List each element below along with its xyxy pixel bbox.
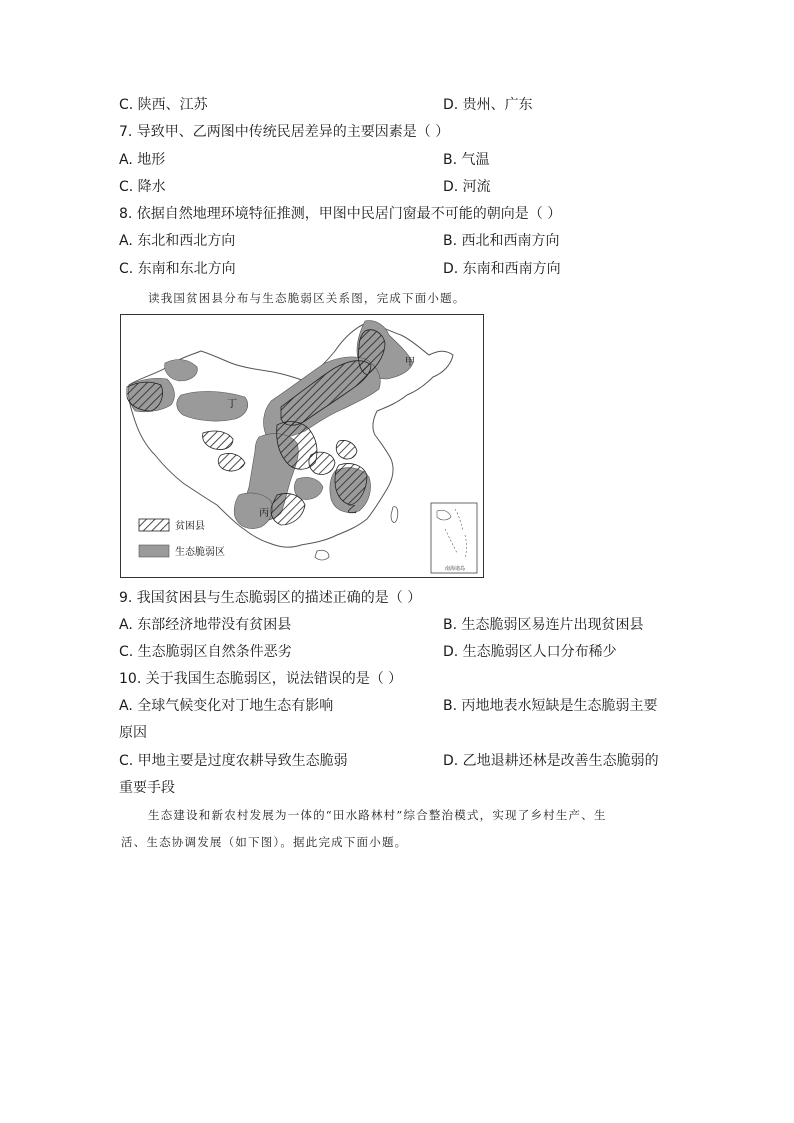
- q7-option-a: A. 地形: [119, 152, 166, 168]
- legend-poor-label: 贫困县: [175, 521, 205, 532]
- next-intro-line2: 活、生态协调发展（如下图）。据此完成下面小题。: [121, 835, 408, 849]
- q10-option-b-line1: B. 丙地地表水短缺是生态脆弱主要: [443, 698, 658, 714]
- china-map-figure: [120, 314, 484, 578]
- legend-fragile-label: 生态脆弱区: [175, 547, 225, 558]
- q8-option-c: C. 东南和东北方向: [119, 261, 236, 277]
- q10-option-d-line2: 重要手段: [119, 780, 175, 796]
- map-svg: [121, 315, 483, 577]
- label-bing: 丙: [259, 508, 269, 519]
- q10-option-c: C. 甲地主要是过度农耕导致生态脆弱: [119, 753, 348, 769]
- hainan-island: [315, 550, 329, 560]
- q6-option-c: C. 陕西、江苏: [119, 97, 208, 113]
- q7-option-b: B. 气温: [443, 152, 490, 168]
- label-jia: 甲: [405, 357, 415, 368]
- q6-option-d: D. 贵州、广东: [443, 97, 533, 113]
- legend-poor-swatch: [139, 519, 169, 531]
- q10-option-b-line2: 原因: [119, 725, 147, 741]
- q10-stem: 10. 关于我国生态脆弱区，说法错误的是（ ）: [119, 671, 403, 687]
- next-intro-line1: 生态建设和新农村发展为一体的“田水路林村”综合整治模式，实现了乡村生产、生: [148, 808, 607, 822]
- taiwan-island: [391, 507, 398, 523]
- q9-option-d: D. 生态脆弱区人口分布稀少: [443, 644, 617, 660]
- label-yi: 乙: [347, 505, 357, 516]
- label-ding: 丁: [227, 399, 237, 410]
- q9-stem: 9. 我国贫困县与生态脆弱区的描述正确的是（ ）: [119, 590, 422, 606]
- q7-option-c: C. 降水: [119, 179, 166, 195]
- q8-option-a: A. 东北和西北方向: [119, 233, 236, 249]
- legend-fragile-swatch: [139, 545, 169, 557]
- q8-stem: 8. 依据自然地理环境特征推测，甲图中民居门窗最不可能的朝向是（ ）: [119, 206, 562, 222]
- q7-option-d: D. 河流: [443, 179, 491, 195]
- q7-stem: 7. 导致甲、乙两图中传统民居差异的主要因素是（ ）: [119, 124, 450, 140]
- q8-option-d: D. 东南和西南方向: [443, 261, 561, 277]
- inset-label: 南海诸岛: [444, 566, 466, 572]
- q9-option-a: A. 东部经济地带没有贫困县: [119, 617, 292, 633]
- map-intro-text: 读我国贫困县分布与生态脆弱区关系图，完成下面小题。: [148, 291, 466, 305]
- poverty-area-qinba: [309, 452, 335, 474]
- q10-option-d-line1: D. 乙地退耕还林是改善生态脆弱的: [443, 753, 659, 769]
- fragile-zone-ding: [177, 391, 248, 421]
- q10-option-a: A. 全球气候变化对丁地生态有影响: [119, 698, 334, 714]
- q9-option-b: B. 生态脆弱区易连片出现贫困县: [443, 617, 644, 633]
- q9-option-c: C. 生态脆弱区自然条件恶劣: [119, 644, 292, 660]
- q8-option-b: B. 西北和西南方向: [443, 233, 560, 249]
- south-sea-inset: [431, 503, 477, 573]
